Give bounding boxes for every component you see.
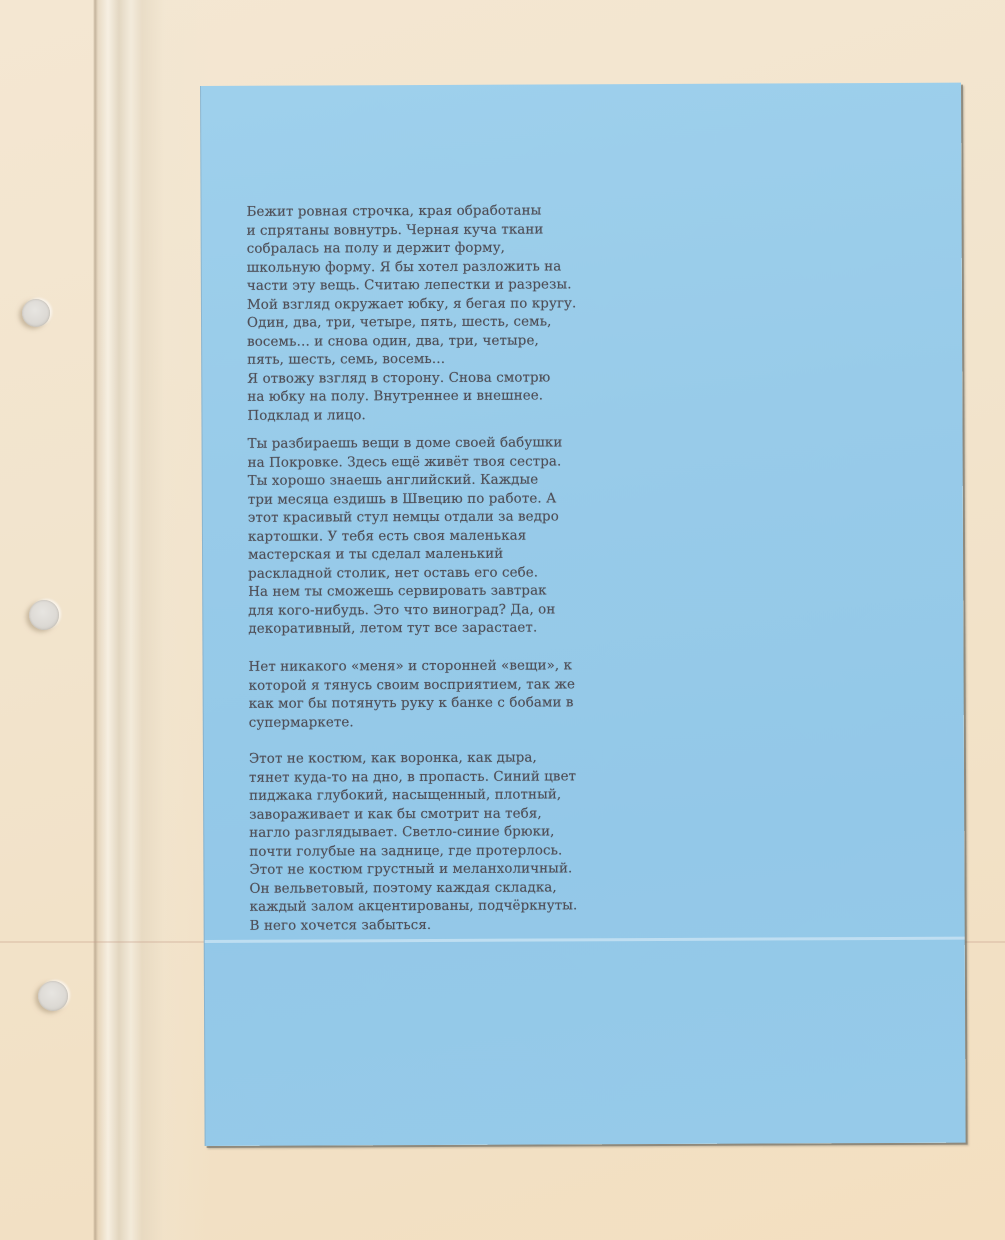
paragraph-4: Этот не костюм, как воронка, как дыра, тянет куда-то на дно, в пропасть. Синий цвет пиджака глубокий, насыщенный, плотный, завораживает и как бы смотрит на тебя, нагло разглядывает. Светло-синие брюки, почти голубые на заднице, где протерлось. Этот не костюм грустный и меланхоличный. Он вельветовый, поэтому каждая складка, каждый залом акцентированы, подчёркнуты. В него хочется забыться.: [248, 750, 578, 934]
blue-paper-sheet: [200, 83, 966, 1146]
binder-hole-top: [22, 299, 50, 327]
paragraph-2: Ты разбираешь вещи в доме своей бабушки на Покровке. Здесь ещё живёт твоя сестра. Ты хорошо знаешь английский. Каждые три месяца ездишь в Швецию по работе. А этот красивый стул немцы отдали за ведро картошки. У тебя есть своя маленькая мастерская и ты сделал маленький раскладной столик, нет оставь его себе. На нем ты сможешь сервировать завтрак для кого-нибудь. Это что виноград? Да, он декоративный, летом тут все зарастает.: [247, 435, 563, 637]
binder-hole-middle: [29, 600, 59, 630]
paragraph-3: Нет никакого «меня» и сторонней «вещи», к которой я тянусь своим восприятием, так же как мог бы потянуть руку к банке с бобами в супермаркете.: [248, 658, 576, 731]
paragraph-1: Бежит ровная строчка, края обработаны и спрятаны вовнутрь. Черная куча ткани собралась на полу и держит форму, школьную форму. Я бы хотел разложить на части эту вещь. Считаю лепестки и разрезы. Мой взгляд окружает юбку, я бегая по кругу. Один, два, три, четыре, пять, шесть, семь, восемь… и снова один, два, три, четыре, пять, шесть, семь, восемь… Я отвожу взгляд в сторону. Снова смотрю на юбку на полу. Внутреннее и внешнее. Подклад и лицо.: [246, 203, 577, 424]
sheet-crease-line: [205, 937, 965, 943]
binder-hole-bottom: [38, 981, 68, 1011]
